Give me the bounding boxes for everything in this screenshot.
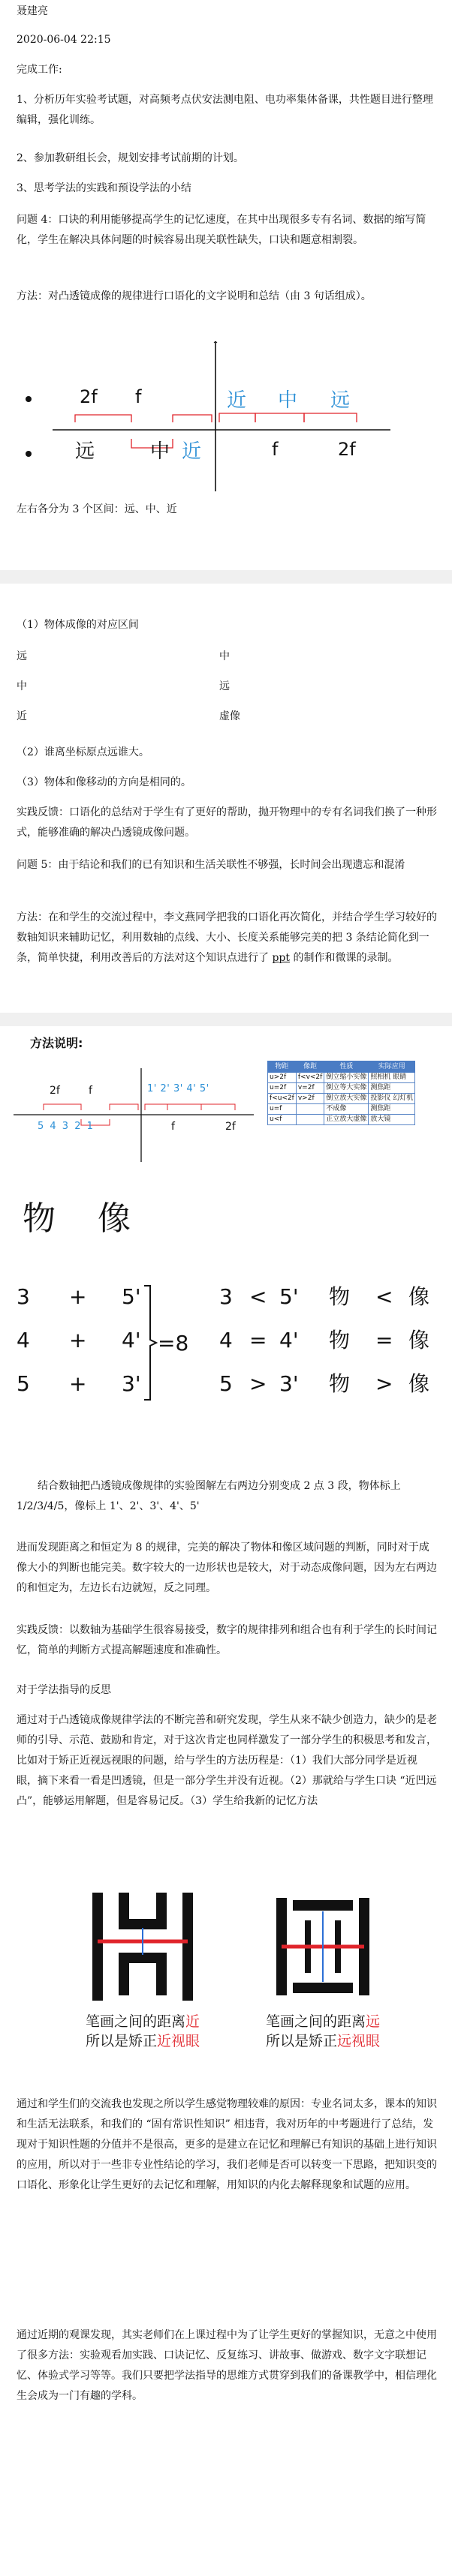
slide-number-line xyxy=(14,1061,261,1173)
work-item-2: 2、参加教研组长会，规划安排考试前期的计划。 xyxy=(17,152,244,164)
lens-diagram-svg xyxy=(15,341,405,491)
label-2f-right: 2f xyxy=(338,439,356,460)
interval-image: 虚像 xyxy=(219,710,240,722)
work-item-1: 1、分析历年实验考试题，对高频考点伏安法测电阻、电功率集体备课，共性题目进行整理编辑，强化训练。 xyxy=(17,94,433,126)
interval-object: 近 xyxy=(17,710,27,722)
label-far-right: 远 xyxy=(330,389,351,412)
table-cell: u>2f xyxy=(268,1073,297,1083)
convex-caption-line1: 笔画之间的距离远 xyxy=(265,2013,381,2030)
page-separator xyxy=(0,1013,452,1026)
label-near-left: 近 xyxy=(182,440,202,463)
label-2f-left: 2f xyxy=(80,386,98,407)
method-text: 方法：对凸透镜成像的规律进行口语化的文字说明和总结（由 3 句话组成）。 xyxy=(17,290,372,302)
sum-plus: + xyxy=(69,1328,87,1353)
slide-label-f-right: f xyxy=(171,1121,175,1133)
table-cell: u=f xyxy=(268,1104,297,1115)
slide-object-image xyxy=(0,1185,452,1470)
problem-4-text: 问题 4：口诀的利用能够提高学生的记忆速度，在其中出现很多专有名词、数据的缩写简化，学生在解决具体问题的时候容易出现关联性缺失，口诀和题意相割裂。 xyxy=(17,214,426,246)
list-item-2: （2）谁离坐标原点远谁大。 xyxy=(17,746,149,758)
table-row xyxy=(268,1094,415,1104)
section-title: 完成工作: xyxy=(17,64,62,76)
table-cell: 照相机 眼睛 xyxy=(369,1073,415,1083)
highlight-word: 近视眼 xyxy=(157,2033,200,2049)
interval-row xyxy=(17,707,437,737)
slide-method xyxy=(0,1031,452,1178)
compare-row: 4 = 4' 物 = 像 xyxy=(219,1328,430,1353)
paragraph-sum-rule: 进而发现距离之和恒定为 8 的规律，完美的解决了物体和像区域问题的判断，同时对于成像大小的判断也能完美。数字较大的一边形状也是较大，对于动态成像问题，因为左右两边的和恒定为，左边长右边就短，反之同理。 xyxy=(17,1542,437,1594)
table-cell xyxy=(296,1115,324,1125)
paragraph-reflection-title: 对于学法指导的反思 xyxy=(17,1684,111,1696)
convex-lens-figure xyxy=(248,1890,398,2003)
interval-image: 中 xyxy=(219,650,230,662)
head-image: 像 xyxy=(98,1199,131,1238)
paragraph-reflection: 通过对于凸透镜成像规律学法的不断完善和研究发现，学生从来不缺少创造力，缺少的是老师的引导、示范、鼓励和肯定，对于这次肯定也同样激发了一部分学生的积极思考和发言，比如对于矫正近视远视眼的问题，给与学生的方法历程是：（1）我们大部分同学是近视眼，摘下来看一看是凹透镜，但是一部分学生并没有近视。（2）那就给与学生口诀 “近凹远凸”，能够运用解题，但是容易记反。（3）学生给我新的记忆方法 xyxy=(17,1714,437,1807)
author-name: 聂建亮 xyxy=(17,5,48,17)
slide-title: 方法说明: xyxy=(30,1036,83,1050)
table-row xyxy=(268,1104,415,1115)
bracket-near xyxy=(173,415,212,422)
concave-lens-figure xyxy=(68,1890,218,2003)
highlight-word: 近 xyxy=(185,2013,200,2030)
convex-caption xyxy=(233,2012,413,2051)
datetime: 2020-06-04 22:15 xyxy=(17,34,111,46)
sum-plus: + xyxy=(69,1371,87,1396)
interval-row xyxy=(17,677,437,707)
table-cell: 倒立等大实像 xyxy=(324,1083,369,1094)
compare-row: 5 > 3' 物 > 像 xyxy=(219,1371,430,1396)
feedback-text: 实践反馈：口语化的总结对于学生有了更好的帮助，抛开物理中的专有名词我们换了一种形式，能够准确的解决凸透镜成像问题。 xyxy=(17,806,437,839)
imaging-table xyxy=(267,1061,415,1125)
slide-object-labels: 5 4 3 2 1 xyxy=(38,1121,95,1132)
method-2-text: 方法：在和学生的交流过程中，李文燕同学把我的口语化再次简化，并结合学生学习较好的数轴知识来辅助记忆，利用数轴的点线、大小、长度关系能够完美的把 3 条结论简化到一条，简单快捷，利用改善后的方法对这个知识点进行了 ppt 的制作和微课的录制。 xyxy=(17,911,437,964)
table-cell: f<u<2f xyxy=(268,1094,297,1104)
paragraph-feedback: 实践反馈：以数轴为基础学生很容易接受，数字的规律排列和组合也有利于学生的长时间记忆，简单的判断方式提高解题速度和准确性。 xyxy=(17,1624,437,1656)
interval-table xyxy=(17,647,437,737)
bracket-right-mid xyxy=(255,413,304,422)
table-row xyxy=(268,1083,415,1094)
highlight-word: 远视眼 xyxy=(337,2033,381,2049)
concave-caption xyxy=(53,2012,233,2051)
sum-brace xyxy=(143,1283,158,1403)
sum-plus: + xyxy=(69,1284,87,1309)
compare-block xyxy=(219,1275,444,1406)
label-mid-right: 中 xyxy=(278,389,298,412)
label-mid-left: 中 xyxy=(150,440,170,463)
list-title: （1）物体成像的对应区间 xyxy=(17,619,139,631)
paragraph-observation: 通过近期的观课发现，其实老师们在上课过程中为了让学生更好的掌握知识，无意之中使用了很多方法：实验观看加实践、口诀记忆、反复练习、讲故事、做游戏、数字文字联想记忆、体验式学习等等。我们只要把学法指导的思维方式贯穿到我们的备课教学中，相信理化生会成为一门有趣的学科。 xyxy=(17,2329,437,2402)
table-cell: 放大镜 xyxy=(369,1115,415,1125)
glasses-figures xyxy=(0,1890,452,2085)
table-cell: 测焦距 xyxy=(369,1104,415,1115)
table-cell: 倒立放大实像 xyxy=(324,1094,369,1104)
paragraph-numberline: 结合数轴把凸透镜成像规律的实验图解左右两边分别变成 2 点 3 段，物体标上 1/2/3/4/5，像标上 1'、2'、3'、4'、5' xyxy=(17,1480,401,1512)
list-item-3: （3）物体和像移动的方向是相同的。 xyxy=(17,776,191,788)
highlight-word: 远 xyxy=(366,2013,381,2030)
table-row xyxy=(268,1115,415,1125)
table-cell: 正立放大虚像 xyxy=(324,1115,369,1125)
table-cell xyxy=(296,1104,324,1115)
table-cell: 倒立缩小实像 xyxy=(324,1073,369,1083)
label-far-left: 远 xyxy=(75,440,95,463)
interval-row xyxy=(17,647,437,677)
sum-object: 4 xyxy=(17,1328,30,1353)
page-separator xyxy=(0,570,452,584)
table-cell: f<v<2f xyxy=(296,1073,324,1083)
table-row xyxy=(268,1073,415,1083)
table-header: 实际应用 xyxy=(369,1061,415,1073)
bracket-right-near xyxy=(219,413,255,422)
work-item-3: 3、思考学法的实践和预设学法的小结 xyxy=(17,182,191,194)
table-cell: v>2f xyxy=(296,1094,324,1104)
table-cell: u<f xyxy=(268,1115,297,1125)
bracket-far xyxy=(75,415,131,422)
compare-row: 3 < 5' 物 < 像 xyxy=(219,1284,430,1309)
label-f-right: f xyxy=(272,439,279,460)
interval-object: 中 xyxy=(17,680,27,692)
table-cell: 投影仪 幻灯机 xyxy=(369,1094,415,1104)
table-header: 像距 xyxy=(296,1061,324,1073)
slide-label-2f-left: 2f xyxy=(50,1085,60,1097)
table-cell: v=2f xyxy=(296,1083,324,1094)
diagram-caption: 左右各分为 3 个区间：远、中、近 xyxy=(17,503,177,515)
problem-5-text: 问题 5：由于结论和我们的已有知识和生活关联性不够强，长时间会出现遗忘和混淆 xyxy=(17,859,405,871)
label-near-right: 近 xyxy=(227,389,247,412)
slide-image-labels: 1' 2' 3' 4' 5' xyxy=(147,1083,209,1094)
sum-equals-8: =8 xyxy=(158,1331,189,1356)
sum-image: 5' xyxy=(122,1284,141,1309)
sum-object: 3 xyxy=(17,1284,30,1309)
slide-label-2f-right: 2f xyxy=(225,1121,236,1133)
slide-label-f-left: f xyxy=(89,1085,92,1097)
interval-object: 远 xyxy=(17,650,27,662)
sum-image: 4' xyxy=(122,1328,141,1353)
bracket-right-far xyxy=(304,413,357,422)
sum-image: 3' xyxy=(122,1371,141,1396)
head-object: 物 xyxy=(23,1199,56,1238)
table-header-row xyxy=(268,1061,415,1073)
sum-object: 5 xyxy=(17,1371,30,1396)
convex-caption-line2: 所以是矫正远视眼 xyxy=(265,2033,381,2049)
bullet-dot xyxy=(26,451,32,457)
lens-diagram xyxy=(15,341,405,491)
concave-caption-line2: 所以是矫正近视眼 xyxy=(85,2033,200,2049)
table-header: 物距 xyxy=(268,1061,297,1073)
interval-image: 远 xyxy=(219,680,230,692)
table-cell: 测焦距 xyxy=(369,1083,415,1094)
table-cell: 不成像 xyxy=(324,1104,369,1115)
label-f-left: f xyxy=(135,386,142,407)
paragraph-difficulty: 通过和学生们的交流我也发现之所以学生感觉物理较难的原因：专业名词太多，课本的知识和生活无法联系，和我们的 “固有常识性知识” 相违背，我对历年的中考题进行了总结，发现对于知识性题的分值并不是很高，更多的是建立在记忆和理解已有知识的基础上进行知识的应用，所以对于一些非专业性结论的学习，我们老师是否可以转变一下思路，把知识变的口语化、形象化让学生更好的去记忆和理解，用知识的内化去解释现象和试题的应用。 xyxy=(17,2098,437,2191)
table-header: 性质 xyxy=(324,1061,369,1073)
ppt-word: ppt xyxy=(272,952,291,964)
concave-caption-line1: 笔画之间的距离近 xyxy=(85,2013,200,2030)
table-cell: u=2f xyxy=(268,1083,297,1094)
bullet-dot xyxy=(26,396,32,402)
